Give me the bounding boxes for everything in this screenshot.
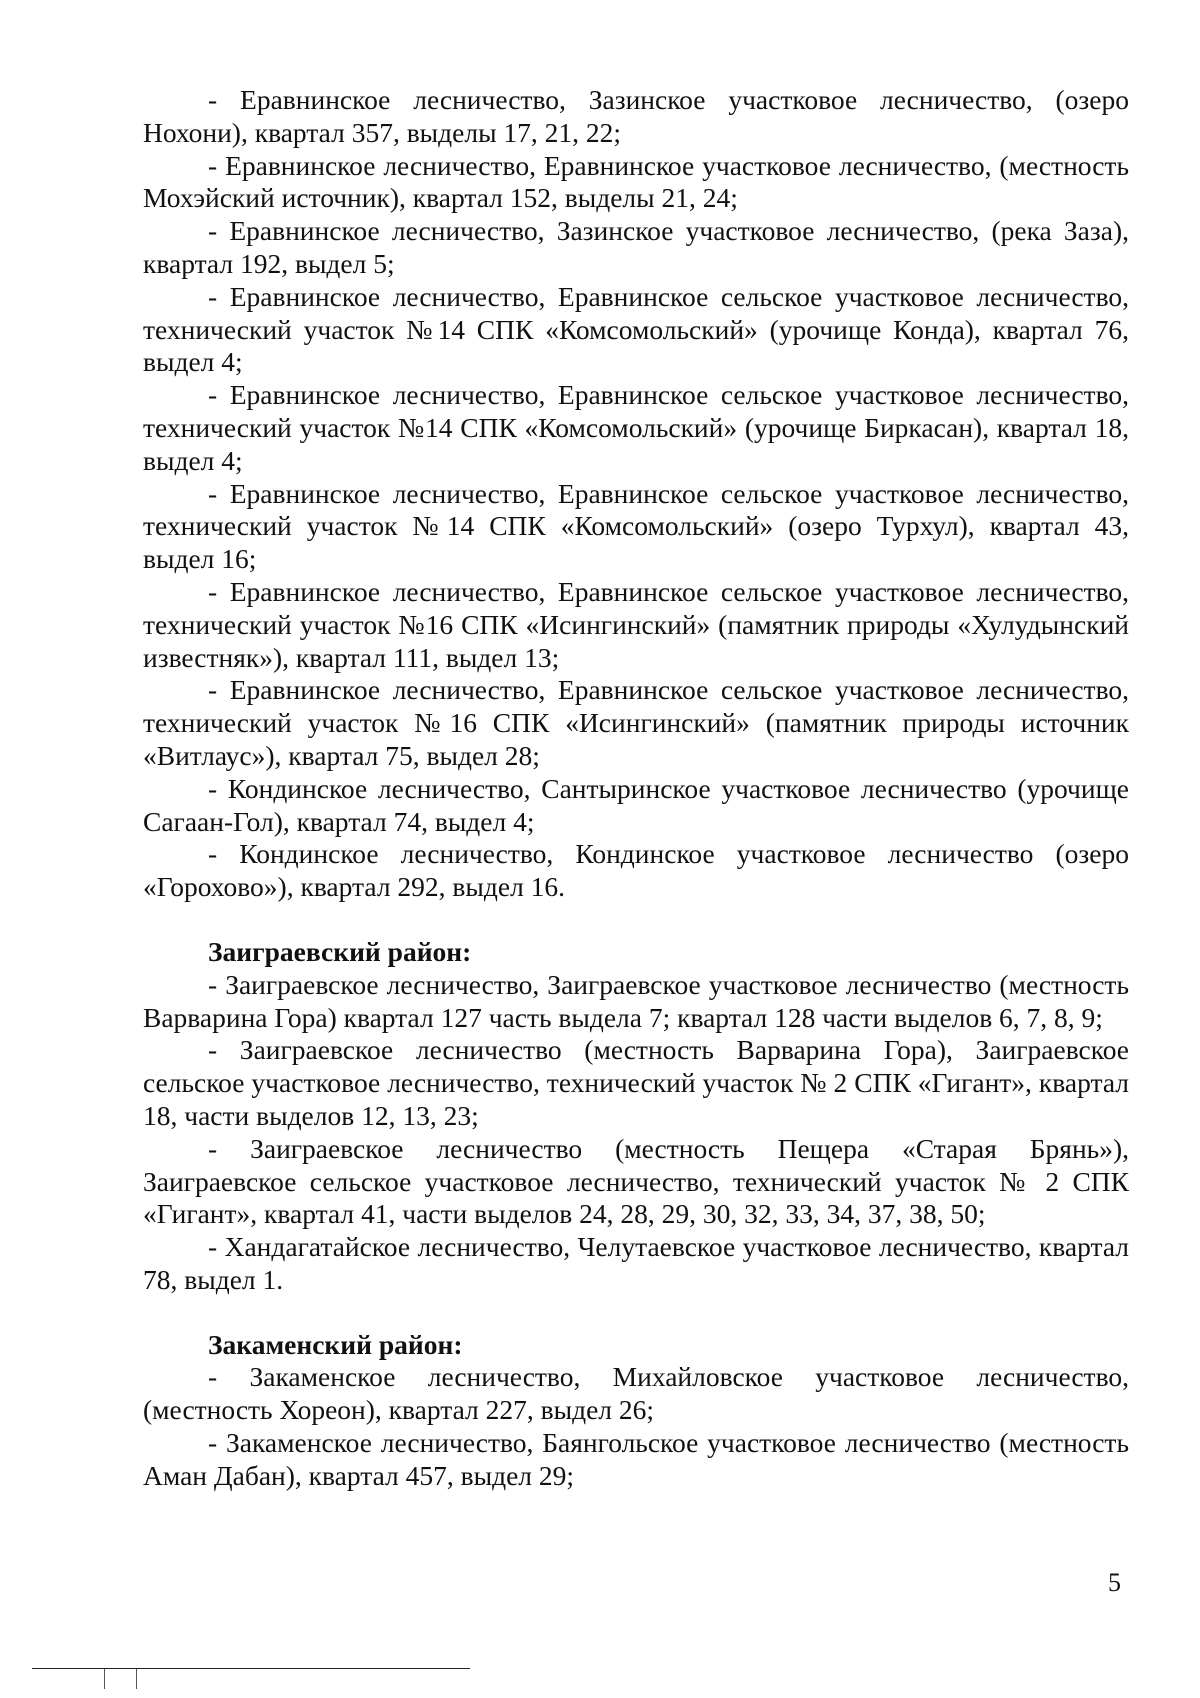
list-item: - Еравнинское лесничество, Еравнинское сельское участковое лесничество, технический участок №14 СПК «Комсомольский» (озеро Турхул), квартал 43, выдел 16;	[143, 477, 1129, 575]
footer-divider	[32, 1668, 470, 1669]
list-item: - Закаменское лесничество, Михайловское участковое лесничество, (местность Хореон), квартал 227, выдел 26;	[143, 1361, 1129, 1426]
list-item: - Заиграевское лесничество, Заиграевское участковое лесничество (местность Варварина Гора) квартал 127 часть выдела 7; квартал 128 части выделов 6, 7, 8, 9;	[143, 968, 1129, 1033]
list-item: - Еравнинское лесничество, Зазинское участковое лесничество, (река Заза), квартал 192, выдел 5;	[143, 215, 1129, 279]
list-item: - Заиграевское лесничество (местность Пещера «Старая Брянь»), Заиграевское сельское участковое лесничество, технический участок № 2 СПК «Гигант», квартал 41, части выделов 24, 28, 29, 30, 32, 33, 34, 37, 38, 50;	[143, 1132, 1129, 1230]
list-item: - Заиграевское лесничество (местность Варварина Гора), Заиграевское сельское участковое лесничество, технический участок № 2 СПК «Гигант», квартал 18, части выделов 12, 13, 23;	[143, 1034, 1129, 1131]
list-item: - Еравнинское лесничество, Еравнинское сельское участковое лесничество, технический участок №14 СПК «Комсомольский» (урочище Конда), квартал 76, выдел 4;	[143, 280, 1129, 378]
document-body	[143, 84, 1129, 1493]
list-item: - Закаменское лесничество, Баянгольское участковое лесничество (местность Аман Дабан), квартал 457, выдел 29;	[143, 1427, 1129, 1491]
footer-tick-mark	[136, 1669, 137, 1689]
list-item: - Еравнинское лесничество, Еравнинское сельское участковое лесничество, технический участок №16 СПК «Исингинский» (памятник природы источник «Витлаус»), квартал 75, выдел 28;	[143, 674, 1129, 771]
list-item: - Кондинское лесничество, Кондинское участковое лесничество (озеро «Горохово»), квартал 292, выдел 16.	[143, 838, 1129, 903]
section-heading-zakamensky: Закаменский район:	[208, 1328, 463, 1360]
page-number: 5	[1108, 1568, 1121, 1597]
section-heading-zaigraevsky: Заиграевский район:	[208, 935, 472, 967]
list-item: - Хандагатайское лесничество, Челутаевское участковое лесничество, квартал 78, выдел 1.	[143, 1231, 1129, 1295]
list-item: - Еравнинское лесничество, Еравнинское участковое лесничество, (местность Мохэйский источник), квартал 152, выделы 21, 24;	[143, 149, 1129, 214]
list-item: - Еравнинское лесничество, Зазинское участковое лесничество, (озеро Нохони), квартал 357, выделы 17, 21, 22;	[143, 84, 1129, 148]
section-spacer	[143, 1297, 1129, 1329]
list-item: - Кондинское лесничество, Сантыринское участковое лесничество (урочище Сагаан-Гол), квартал 74, выдел 4;	[143, 772, 1129, 837]
section-spacer	[143, 904, 1129, 936]
footer-tick-mark	[104, 1669, 105, 1689]
list-item: - Еравнинское лесничество, Еравнинское сельское участковое лесничество, технический участок №14 СПК «Комсомольский» (урочище Биркасан), квартал 18, выдел 4;	[143, 379, 1129, 476]
list-item: - Еравнинское лесничество, Еравнинское сельское участковое лесничество, технический участок №16 СПК «Исингинский» (памятник природы «Хулудынский известняк»), квартал 111, выдел 13;	[143, 575, 1129, 673]
